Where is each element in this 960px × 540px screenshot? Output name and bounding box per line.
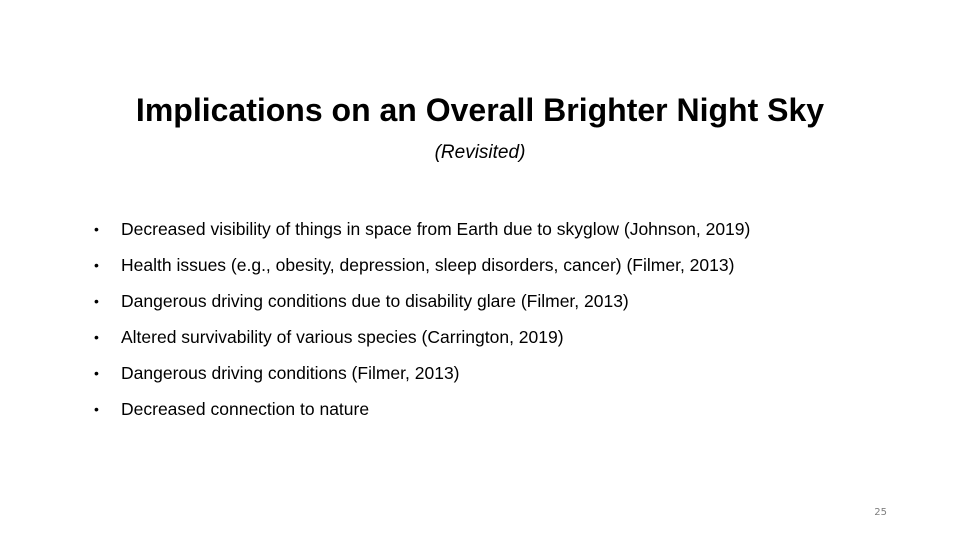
bullet-text: Decreased visibility of things in space from Earth due to skyglow (Johnson, 2019) bbox=[121, 219, 751, 239]
slide-subtitle: (Revisited) bbox=[434, 142, 526, 163]
bullet-text: Altered survivability of various species (Carrington, 2019) bbox=[121, 327, 564, 347]
slide-title: Implications on an Overall Brighter Night Sky bbox=[135, 92, 825, 128]
bullet-text: Health issues (e.g., obesity, depression, sleep disorders, cancer) (Filmer, 2013) bbox=[121, 255, 735, 275]
bullet-icon: • bbox=[94, 401, 99, 417]
bullet-icon: • bbox=[94, 221, 99, 237]
bullet-icon: • bbox=[94, 293, 99, 309]
bullet-icon: • bbox=[94, 365, 99, 381]
bullet-icon: • bbox=[94, 257, 99, 273]
page-number: 25 bbox=[874, 507, 887, 518]
bullet-text: Dangerous driving conditions due to disability glare (Filmer, 2013) bbox=[121, 291, 629, 311]
bullet-text: Decreased connection to nature bbox=[121, 399, 370, 419]
bullet-text: Dangerous driving conditions (Filmer, 2013) bbox=[121, 363, 460, 383]
bullet-icon: • bbox=[94, 329, 99, 345]
